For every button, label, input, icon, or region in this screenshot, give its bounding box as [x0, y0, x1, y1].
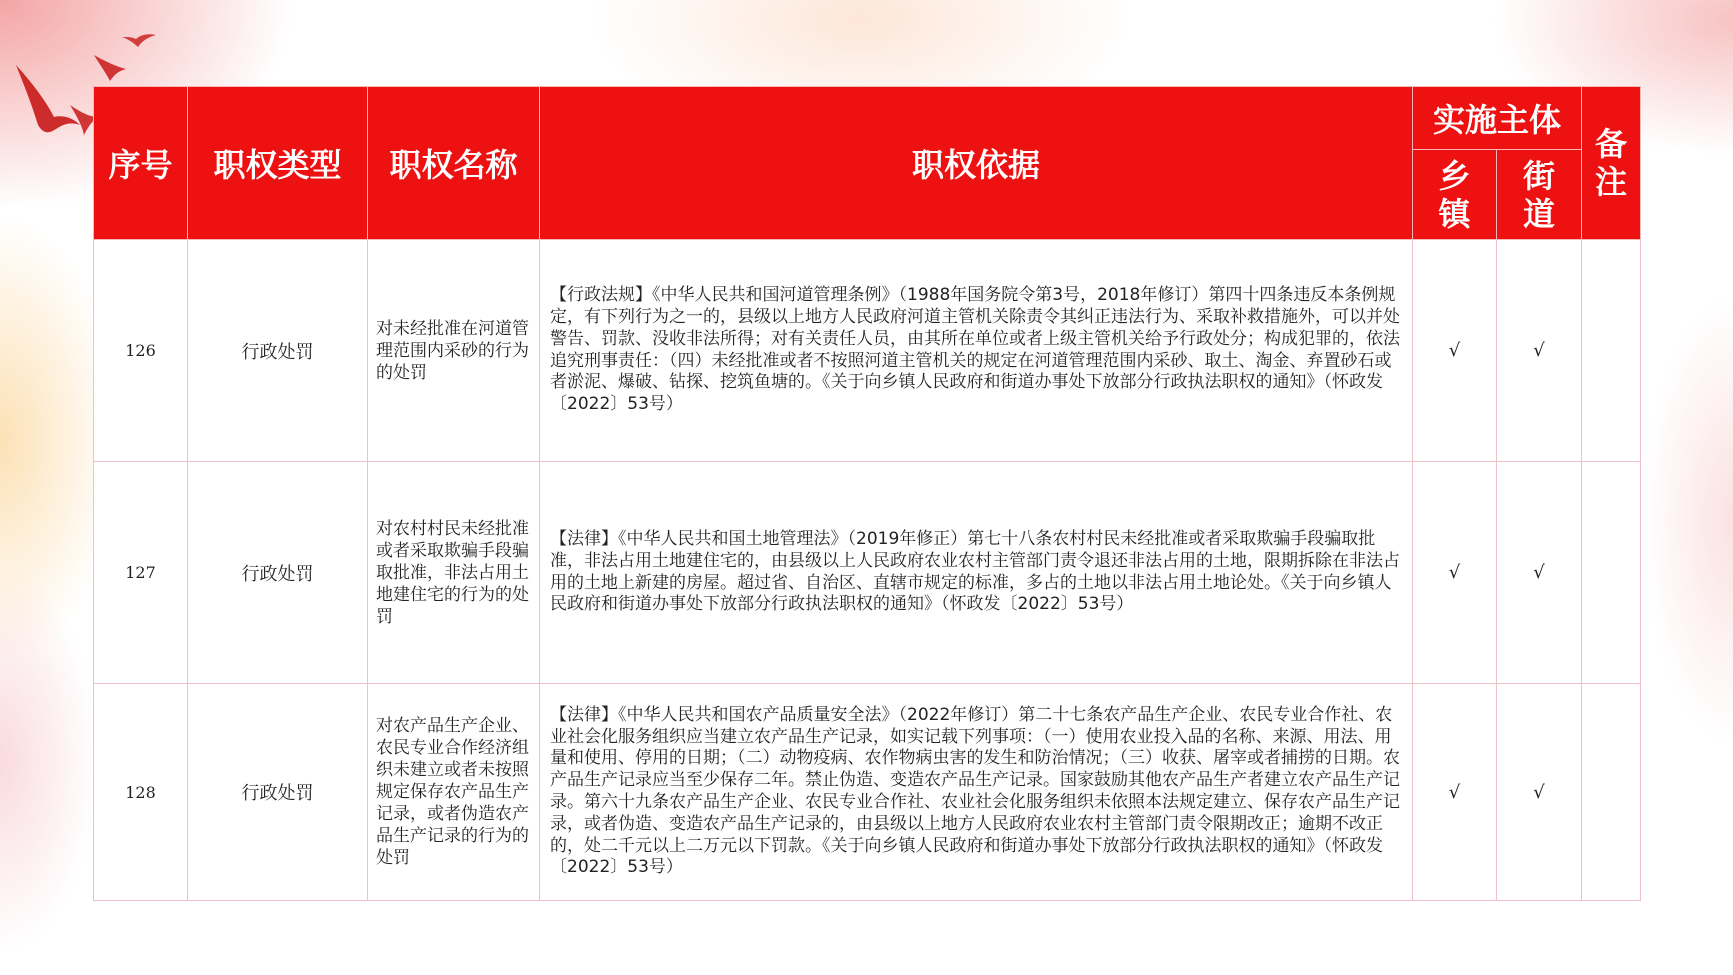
cell-power-name: 对农村村民未经批准或者采取欺骗手段骗取批准，非法占用土地建住宅的行为的处罚 [368, 462, 540, 684]
cell-township-check: √ [1413, 684, 1497, 901]
header-township-char-2: 镇 [1438, 194, 1471, 233]
header-power-type: 职权类型 [188, 87, 368, 240]
cell-township-check: √ [1413, 240, 1497, 462]
cell-seq: 127 [94, 462, 188, 684]
cell-power-type: 行政处罚 [188, 684, 368, 901]
cell-power-name: 对未经批准在河道管理范围内采砂的行为的处罚 [368, 240, 540, 462]
cell-power-basis: 【行政法规】《中华人民共和国河道管理条例》（1988年国务院令第3号，2018年修订）第四十四条违反本条例规定，有下列行为之一的，县级以上地方人民政府河道主管机关除责令其纠正违法行为、采取补救措施外，可以并处警告、罚款、没收非法所得；对有关责任人员，由其所在单位或者上级主管机关给予行政处分；构成犯罪的，依法追究刑事责任：（四）未经批准或者不按照河道主管机关的规定在河道管理范围内采砂、取土、淘金、弃置砂石或者淤泥、爆破、钻探、挖筑鱼塘的。《关于向乡镇人民政府和街道办事处下放部分行政执法职权的通知》（怀政发〔2022〕53号） [540, 240, 1413, 462]
header-township-char-1: 乡 [1438, 156, 1471, 195]
header-township [1413, 150, 1497, 240]
header-street-char-2: 道 [1523, 194, 1556, 233]
header-remark-char-2: 注 [1595, 163, 1628, 201]
cell-street-check: √ [1497, 462, 1582, 684]
cell-seq: 128 [94, 684, 188, 901]
table-row [94, 684, 1641, 901]
power-list-table [93, 86, 1641, 901]
header-remark-char-1: 备 [1595, 125, 1628, 163]
bird-mid-icon [94, 55, 126, 81]
cell-township-check: √ [1413, 462, 1497, 684]
header-implementer: 实施主体 [1413, 87, 1582, 150]
cell-street-check: √ [1497, 684, 1582, 901]
cell-seq: 126 [94, 240, 188, 462]
header-power-name: 职权名称 [368, 87, 540, 240]
table-row [94, 462, 1641, 684]
cell-power-name: 对农产品生产企业、农民专业合作经济组织未建立或者未按照规定保存农产品生产记录，或者伪造农产品生产记录的行为的处罚 [368, 684, 540, 901]
cell-remark [1582, 462, 1641, 684]
table-header [94, 87, 1641, 240]
cell-street-check: √ [1497, 240, 1582, 462]
header-power-basis: 职权依据 [540, 87, 1413, 240]
table-row [94, 240, 1641, 462]
cell-power-basis: 【法律】《中华人民共和国农产品质量安全法》（2022年修订）第二十七条农产品生产企业、农民专业合作社、农业社会化服务组织应当建立农产品生产记录，如实记载下列事项：（一）使用农业投入品的名称、来源、用法、用量和使用、停用的日期；（二）动物疫病、农作物病虫害的发生和防治情况；（三）收获、屠宰或者捕捞的日期。农产品生产记录应当至少保存二年。禁止伪造、变造农产品生产记录。国家鼓励其他农产品生产者建立农产品生产记录。第六十九条农产品生产企业、农民专业合作社、农业社会化服务组织未依照本法规定建立、保存农产品生产记录，或者伪造、变造农产品生产记录的，由县级以上地方人民政府农业农村主管部门责令限期改正；逾期不改正的，处二千元以上二万元以下罚款。《关于向乡镇人民政府和街道办事处下放部分行政执法职权的通知》（怀政发〔2022〕53号） [540, 684, 1413, 901]
header-street-char-1: 街 [1523, 156, 1556, 195]
header-street [1497, 150, 1582, 240]
power-list-table-container [93, 86, 1640, 901]
cell-power-type: 行政处罚 [188, 462, 368, 684]
cell-remark [1582, 684, 1641, 901]
header-remark [1582, 87, 1641, 240]
header-seq: 序号 [94, 87, 188, 240]
cell-power-basis: 【法律】《中华人民共和国土地管理法》（2019年修正）第七十八条农村村民未经批准或者采取欺骗手段骗取批准，非法占用土地建住宅的，由县级以上人民政府农业农村主管部门责令退还非法占用的土地，限期拆除在非法占用的土地上新建的房屋。超过省、自治区、直辖市规定的标准，多占的土地以非法占用土地论处。《关于向乡镇人民政府和街道办事处下放部分行政执法职权的通知》（怀政发〔2022〕53号） [540, 462, 1413, 684]
cell-remark [1582, 240, 1641, 462]
table-body [94, 240, 1641, 901]
bird-far-icon [122, 34, 156, 47]
cell-power-type: 行政处罚 [188, 240, 368, 462]
bird-large-icon [16, 65, 80, 132]
